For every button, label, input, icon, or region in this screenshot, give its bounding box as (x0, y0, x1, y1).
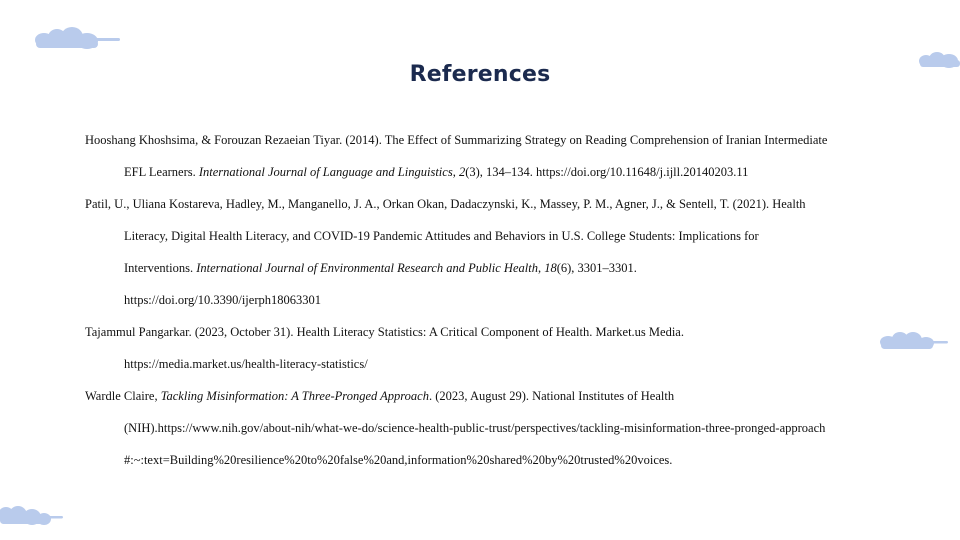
volume-number: 18 (544, 261, 557, 275)
reference-line: Patil, U., Uliana Kostareva, Hadley, M., Manganello, J. A., Orkan Okan, Dadaczynski, K., Massey, P. M., Agner, J., & Sentell, T. (2021). Health (85, 197, 806, 211)
reference-line: Literacy, Digital Health Literacy, and COVID-19 Pandemic Attitudes and Behaviors in U.S. College Students: Implications for (124, 229, 759, 243)
volume-number: 2 (458, 165, 466, 179)
journal-title: International Journal of Environmental Research and Public Health (196, 261, 538, 275)
reference-entry (85, 124, 895, 188)
cloud-decoration-bottom-left (0, 500, 66, 530)
reference-line: https://media.market.us/health-literacy-statistics/ (124, 357, 368, 371)
journal-title: International Journal of Language and Linguistics (198, 165, 453, 179)
page-title: References (409, 62, 551, 87)
reference-line: #:~:text=Building%20resilience%20to%20false%20and,information%20shared%20by%20trusted%20voices. (124, 453, 673, 467)
reference-list (85, 124, 895, 476)
reference-line: Tajammul Pangarkar. (2023, October 31). Health Literacy Statistics: A Critical Component of Health. Market.us Media. (85, 325, 684, 339)
reference-line: https://doi.org/10.3390/ijerph18063301 (124, 293, 321, 307)
reference-entry (85, 380, 895, 476)
cloud-decoration-top-left (30, 24, 125, 54)
reference-line: Interventions. International Journal of Environmental Research and Public Health, 18(6), 3301–3301. (124, 261, 637, 275)
reference-entry (85, 316, 895, 380)
reference-line: (NIH).https://www.nih.gov/about-nih/what-we-do/science-health-public-trust/perspectives/tackling-misinformation-three-pronged-approach (124, 421, 826, 435)
reference-line: Hooshang Khoshsima, & Forouzan Rezaeian Tiyar. (2014). The Effect of Summarizing Strategy on Reading Comprehension of Iranian Intermediate (85, 133, 828, 147)
reference-entry (85, 188, 895, 316)
reference-line: EFL Learners. International Journal of Language and Linguistics, 2(3), 134–134. https://doi.org/10.11648/j.ijll.20140203.11 (124, 165, 749, 179)
reference-line: Wardle Claire, Tackling Misinformation: A Three-Pronged Approach. (2023, August 29). National Institutes of Health (85, 389, 675, 403)
article-title: Tackling Misinformation: A Three-Pronged Approach (160, 389, 429, 403)
